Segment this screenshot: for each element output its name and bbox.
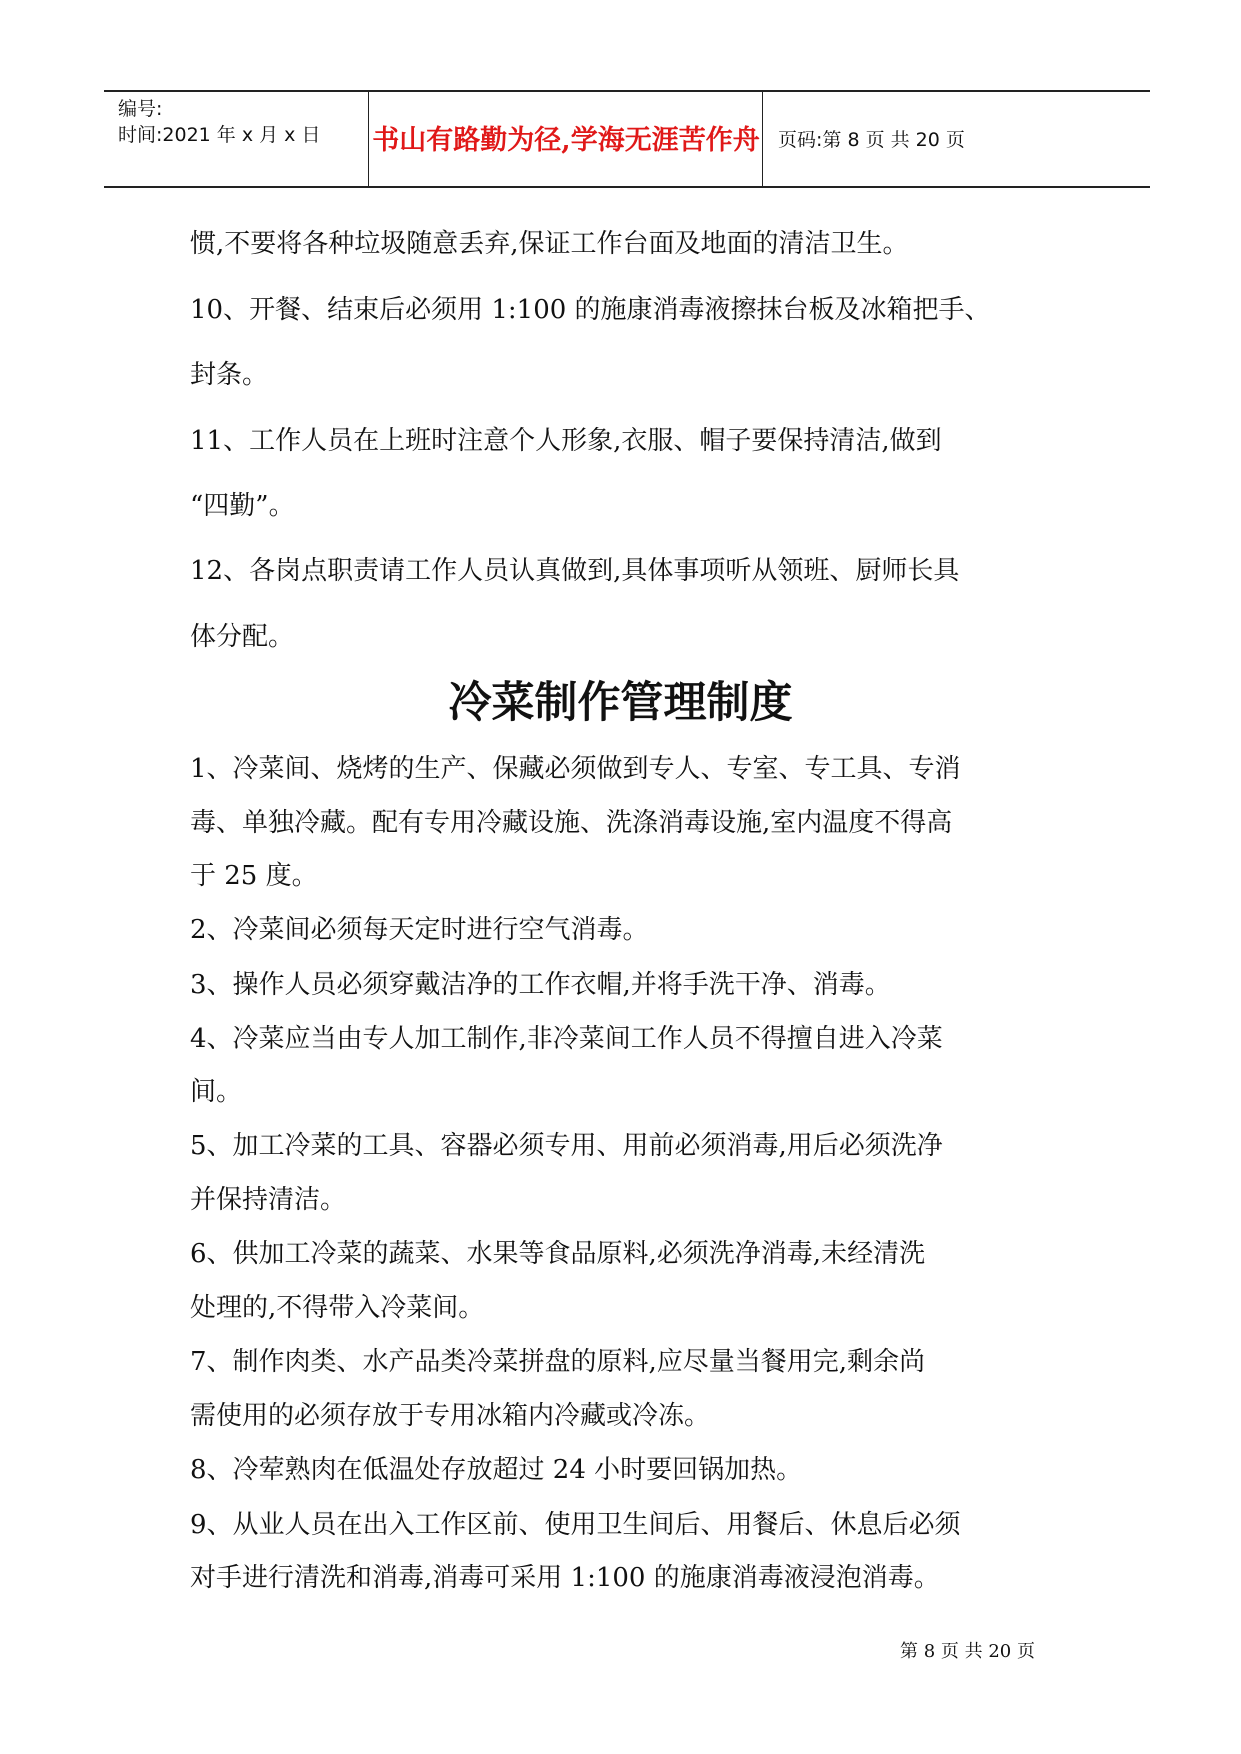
header-motto: 书山有路勤为径,学海无涯苦作舟 [372, 125, 760, 156]
body-line: 需使用的必须存放于专用冰箱内冷藏或冷冻。 [190, 1401, 711, 1431]
body-line: 体分配。 [190, 622, 295, 652]
header-page-cell [764, 92, 1150, 186]
body-line: “四勤”。 [190, 491, 295, 521]
body-line: 2、冷菜间必须每天定时进行空气消毒。 [190, 915, 649, 945]
body-line: 6、供加工冷菜的蔬菜、水果等食品原料,必须洗净消毒,未经清洗 [190, 1239, 926, 1269]
body-line: 1、冷菜间、烧烤的生产、保藏必须做到专人、专室、专工具、专消 [190, 754, 961, 784]
page-header [104, 90, 1150, 188]
body-line: 惯,不要将各种垃圾随意丢弃,保证工作台面及地面的清洁卫生。 [190, 229, 909, 259]
header-page-number: 页码:第 8 页 共 20 页 [778, 129, 965, 151]
body-line: 并保持清洁。 [190, 1185, 347, 1215]
body-line: 间。 [190, 1077, 243, 1107]
page-footer: 第 8 页 共 20 页 [900, 1641, 1035, 1662]
section-title: 冷菜制作管理制度 [448, 678, 793, 728]
header-left-cell [104, 92, 369, 186]
body-line: 毒、单独冷藏。配有专用冷藏设施、洗涤消毒设施,室内温度不得高 [190, 808, 953, 838]
header-motto-cell [370, 92, 763, 186]
body-line: 对手进行清洗和消毒,消毒可采用 1:100 的施康消毒液浸泡消毒。 [190, 1563, 940, 1593]
body-line: 10、开餐、结束后必须用 1:100 的施康消毒液擦抹台板及冰箱把手、 [190, 295, 991, 325]
body-line: 5、加工冷菜的工具、容器必须专用、用前必须消毒,用后必须洗净 [190, 1131, 943, 1161]
body-line: 11、工作人员在上班时注意个人形象,衣服、帽子要保持清洁,做到 [190, 426, 942, 456]
body-line: 处理的,不得带入冷菜间。 [190, 1293, 485, 1323]
body-line: 8、冷荤熟肉在低温处存放超过 24 小时要回锅加热。 [190, 1455, 803, 1485]
body-line: 9、从业人员在出入工作区前、使用卫生间后、用餐后、休息后必须 [190, 1510, 961, 1540]
body-line: 12、各岗点职责请工作人员认真做到,具体事项听从领班、厨师长具 [190, 556, 960, 586]
document-number-label: 编号: [118, 98, 163, 120]
body-line: 3、操作人员必须穿戴洁净的工作衣帽,并将手洗干净、消毒。 [190, 970, 891, 1000]
body-line: 于 25 度。 [190, 861, 318, 891]
body-line: 封条。 [190, 360, 269, 390]
body-line: 7、制作肉类、水产品类冷菜拼盘的原料,应尽量当餐用完,剩余尚 [190, 1347, 926, 1377]
document-time-label: 时间:2021 年 x 月 x 日 [118, 124, 321, 146]
body-line: 4、冷菜应当由专人加工制作,非冷菜间工作人员不得擅自进入冷菜 [190, 1024, 943, 1054]
